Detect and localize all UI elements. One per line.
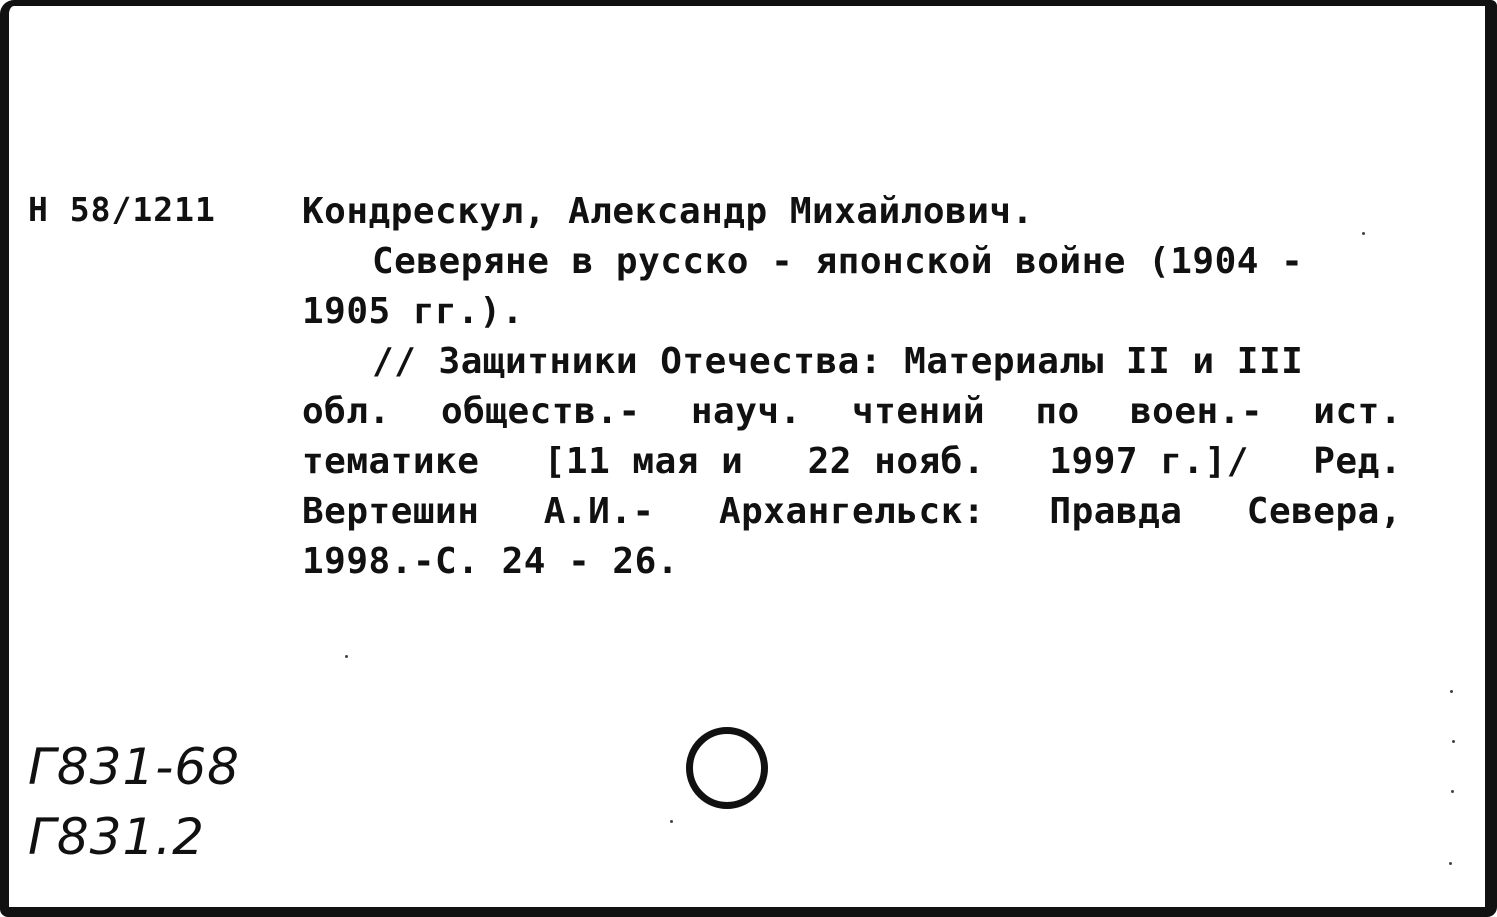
word: Архангельск:	[718, 491, 986, 532]
dust-speck	[1451, 790, 1454, 793]
dust-speck	[1362, 232, 1365, 235]
title-line-1: Северяне в русско - японской войне (1904 -	[372, 241, 1304, 282]
word: обществ.-	[440, 391, 641, 432]
dust-speck	[345, 655, 348, 658]
title-block	[302, 237, 1402, 337]
word: тематике	[302, 441, 480, 482]
word: науч.	[690, 391, 802, 432]
word: Правда	[1049, 491, 1183, 532]
source-line-1: // Защитники Отечества: Материалы II и III	[372, 341, 1304, 382]
dust-speck	[670, 820, 673, 823]
word: А.И.-	[543, 491, 655, 532]
dust-speck	[1452, 740, 1455, 743]
word: по	[1035, 391, 1080, 432]
word: воен.-	[1129, 391, 1264, 432]
word: обл.	[302, 391, 391, 432]
title-line-2: 1905 гг.).	[302, 291, 524, 332]
word: чтений	[852, 391, 986, 432]
card-punch-hole	[686, 727, 768, 809]
word: Севера,	[1246, 491, 1402, 532]
word: ист.	[1313, 391, 1402, 432]
dust-speck	[1450, 690, 1453, 693]
source-line-2	[302, 387, 1402, 437]
source-line-5: 1998.-С. 24 - 26.	[302, 541, 679, 582]
source-line-3	[302, 437, 1402, 487]
source-line-4	[302, 487, 1402, 537]
word: 22 нояб.	[807, 441, 986, 482]
word: [11 мая и	[543, 441, 744, 482]
word: 1997 г.]/	[1049, 441, 1249, 482]
handwritten-code-1: Г831-68	[28, 738, 240, 796]
word: Ред.	[1313, 441, 1402, 482]
call-number: Н 58/1211	[28, 190, 216, 229]
source-block	[302, 337, 1402, 587]
word: Вертешин	[302, 491, 480, 532]
author-heading: Кондрескул, Александр Михайлович.	[302, 191, 1034, 232]
dust-speck	[1449, 862, 1452, 865]
handwritten-code-2: Г831.2	[28, 808, 205, 866]
